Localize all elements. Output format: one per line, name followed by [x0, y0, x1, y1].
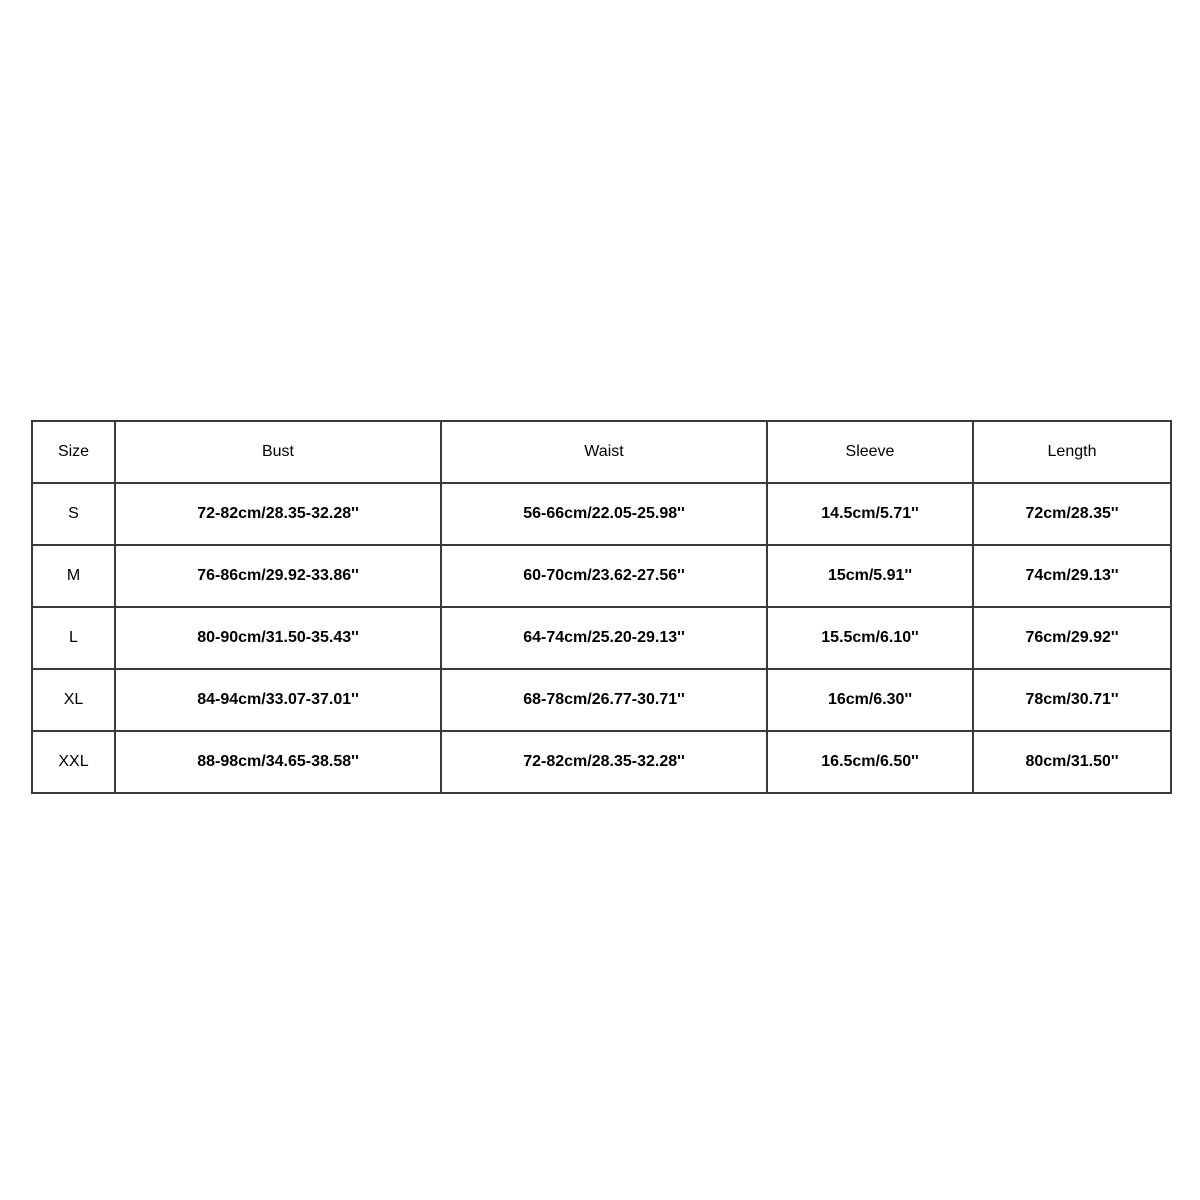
header-row — [32, 421, 1171, 483]
cell-sleeve: 15cm/5.91'' — [767, 545, 973, 607]
header-waist: Waist — [441, 421, 767, 483]
cell-bust: 76-86cm/29.92-33.86'' — [115, 545, 441, 607]
cell-bust: 72-82cm/28.35-32.28'' — [115, 483, 441, 545]
table-row — [32, 545, 1171, 607]
table-header — [32, 421, 1171, 483]
header-sleeve: Sleeve — [767, 421, 973, 483]
table-row — [32, 669, 1171, 731]
table-body — [32, 483, 1171, 793]
cell-sleeve: 15.5cm/6.10'' — [767, 607, 973, 669]
cell-bust: 80-90cm/31.50-35.43'' — [115, 607, 441, 669]
table-row — [32, 607, 1171, 669]
table-row — [32, 483, 1171, 545]
cell-size: S — [32, 483, 115, 545]
cell-waist: 68-78cm/26.77-30.71'' — [441, 669, 767, 731]
size-chart-table — [31, 420, 1172, 794]
cell-length: 80cm/31.50'' — [973, 731, 1171, 793]
header-bust: Bust — [115, 421, 441, 483]
table-row — [32, 731, 1171, 793]
cell-waist: 64-74cm/25.20-29.13'' — [441, 607, 767, 669]
cell-sleeve: 14.5cm/5.71'' — [767, 483, 973, 545]
cell-sleeve: 16.5cm/6.50'' — [767, 731, 973, 793]
cell-size: M — [32, 545, 115, 607]
cell-length: 72cm/28.35'' — [973, 483, 1171, 545]
cell-sleeve: 16cm/6.30'' — [767, 669, 973, 731]
cell-length: 76cm/29.92'' — [973, 607, 1171, 669]
cell-size: XL — [32, 669, 115, 731]
cell-waist: 56-66cm/22.05-25.98'' — [441, 483, 767, 545]
cell-waist: 72-82cm/28.35-32.28'' — [441, 731, 767, 793]
cell-size: L — [32, 607, 115, 669]
cell-length: 74cm/29.13'' — [973, 545, 1171, 607]
cell-size: XXL — [32, 731, 115, 793]
cell-length: 78cm/30.71'' — [973, 669, 1171, 731]
header-length: Length — [973, 421, 1171, 483]
cell-bust: 84-94cm/33.07-37.01'' — [115, 669, 441, 731]
header-size: Size — [32, 421, 115, 483]
cell-bust: 88-98cm/34.65-38.58'' — [115, 731, 441, 793]
cell-waist: 60-70cm/23.62-27.56'' — [441, 545, 767, 607]
